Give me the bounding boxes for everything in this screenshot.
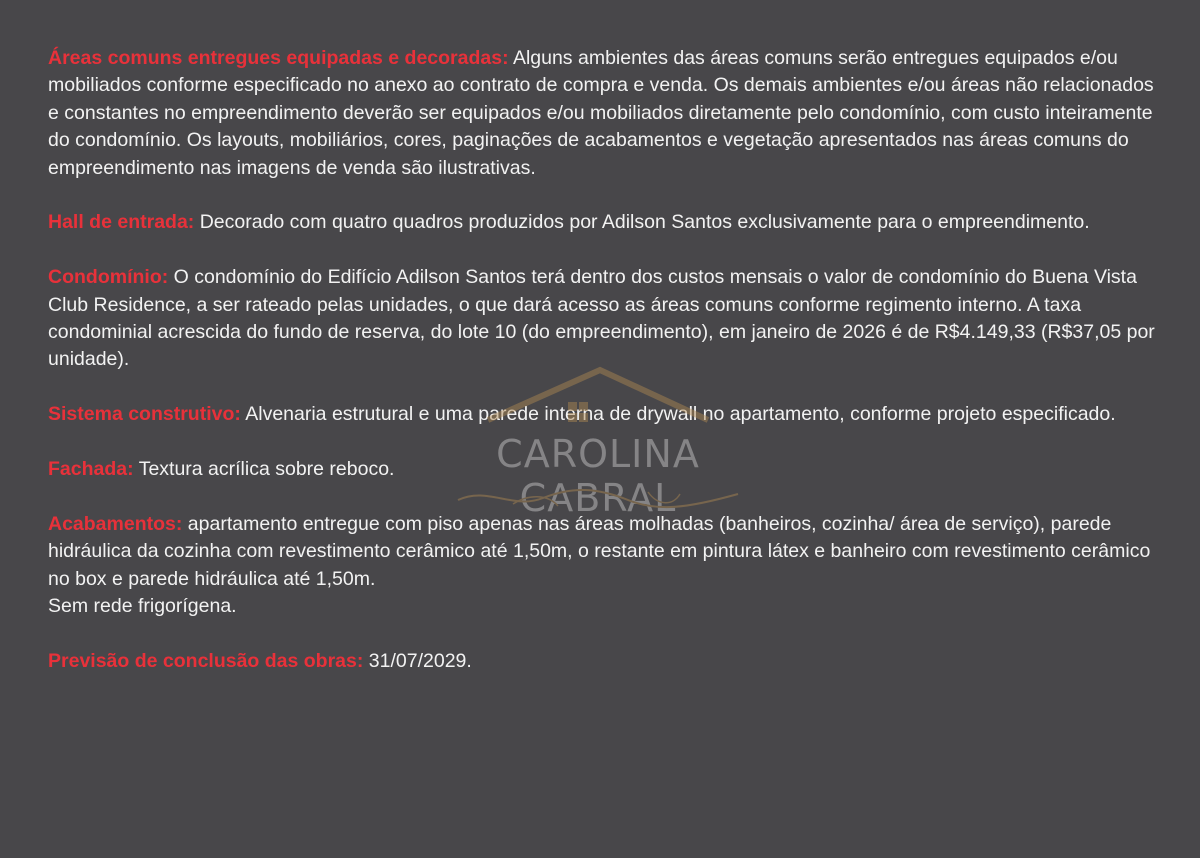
paragraph-text: 31/07/2029. xyxy=(368,649,472,672)
paragraph-label: Acabamentos: xyxy=(48,512,183,535)
paragraph-label: Condomínio: xyxy=(48,266,169,289)
paragraph-previsao-conclusao xyxy=(48,648,1160,675)
paragraph-label: Fachada: xyxy=(48,458,134,481)
paragraph-acabamentos xyxy=(48,511,1160,621)
paragraph-text: apartamento entregue com piso apenas nas áreas molhadas (banheiros, cozinha/ área de serviço), parede hidráulica da cozinha com revestimento cerâmico até 1,50m, o restante em pintura látex e banheiro com revestimento cerâmico no box e parede hidráulica até 1,50m. xyxy=(48,512,1151,590)
paragraph-label: Hall de entrada: xyxy=(48,211,195,234)
paragraph-text: Alguns ambientes das áreas comuns serão entregues equipados e/ou mobiliados conforme especificado no anexo ao contrato de compra e venda. Os demais ambientes e/ou áreas não relacionados e constantes no empreendimento deverão ser equipados e/ou mobiliados diretamente pelo condomínio, com custo inteiramente do condomínio. Os layouts, mobiliários, cores, paginações de acabamentos e vegetação apresentados nas áreas comuns do empreendimento nas imagens de venda são ilustrativas. xyxy=(48,47,1154,179)
document-body xyxy=(48,45,1160,703)
paragraph-areas-comuns xyxy=(48,45,1160,182)
watermark-brand-text: CAROLINA CABRAL xyxy=(496,432,700,520)
paragraph-fachada xyxy=(48,456,1160,483)
paragraph-text: Alvenaria estrutural e uma parede interna de drywall no apartamento, conforme projeto especificado. xyxy=(245,403,1116,426)
paragraph-label: Previsão de conclusão das obras: xyxy=(48,649,364,672)
paragraph-text: Decorado com quatro quadros produzidos por Adilson Santos exclusivamente para o empreendimento. xyxy=(199,211,1090,234)
paragraph-text: O condomínio do Edifício Adilson Santos terá dentro dos custos mensais o valor de condomínio do Buena Vista Club Residence, a ser rateado pelas unidades, o que dará acesso as áreas comuns conforme regimento interno. A taxa condominial acrescida do fundo de reserva, do lote 10 (do empreendimento), em janeiro de 2026 é de R$4.149,33 (R$37,05 por unidade). xyxy=(48,266,1155,371)
paragraph-sistema-construtivo xyxy=(48,401,1160,428)
paragraph-label: Sistema construtivo: xyxy=(48,403,241,426)
paragraph-text: Textura acrílica sobre reboco. xyxy=(138,458,395,481)
paragraph-label: Áreas comuns entregues equipadas e decoradas: xyxy=(48,47,509,69)
paragraph-extra-text: Sem rede frigorígena. xyxy=(48,595,237,618)
paragraph-hall-de-entrada xyxy=(48,209,1160,236)
paragraph-condominio xyxy=(48,264,1160,374)
